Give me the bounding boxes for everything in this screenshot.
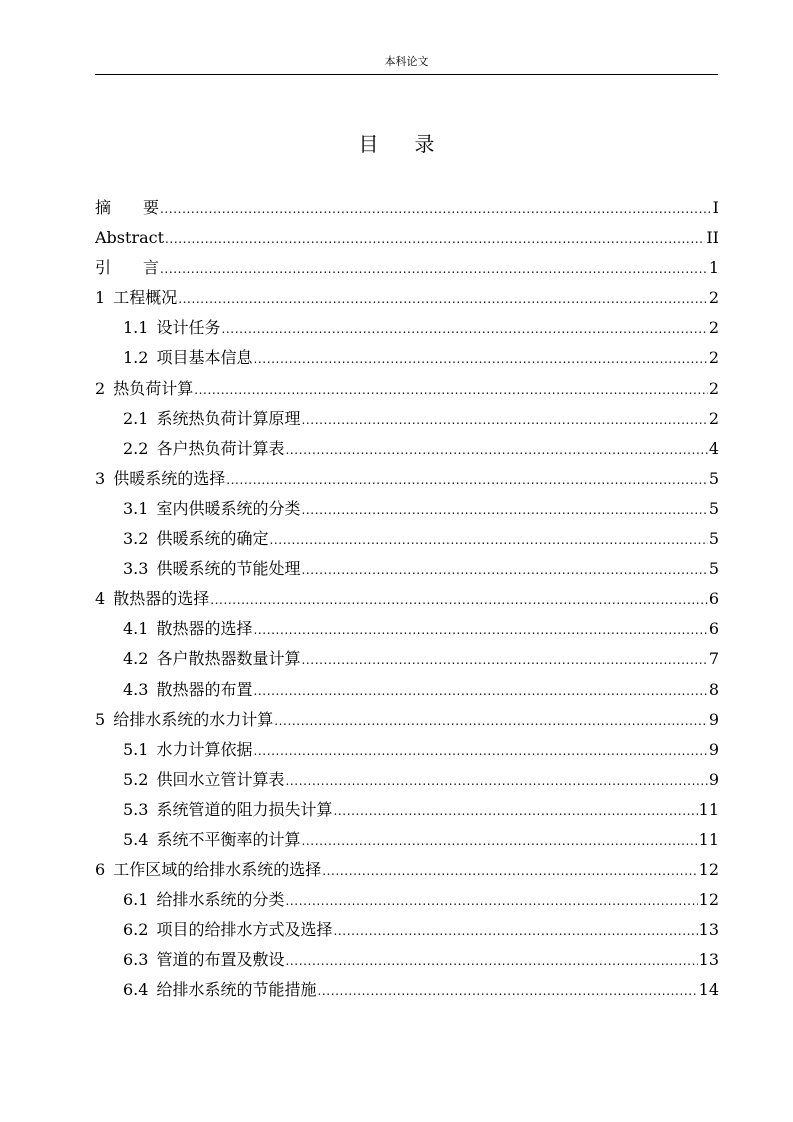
- toc-entry-number: 4.2: [123, 649, 149, 669]
- toc-entry-label: 供暖系统的选择: [113, 468, 226, 488]
- toc-entry-label: 室内供暖系统的分类: [156, 498, 301, 518]
- toc-entry-page: 9: [708, 769, 719, 789]
- toc-entry-page: 12: [698, 890, 719, 910]
- toc-leader-dots: [253, 347, 707, 371]
- toc-entry[interactable]: [95, 738, 719, 768]
- toc-entry-label: 散热器的选择: [156, 619, 253, 639]
- toc-leader-dots: [317, 979, 697, 1003]
- toc-title-left: 目: [358, 132, 379, 156]
- toc-entry[interactable]: [95, 768, 719, 798]
- toc-leader-dots: [253, 679, 707, 703]
- toc-leader-dots: [274, 709, 708, 733]
- toc-entry-page: 4: [708, 438, 719, 458]
- toc-entry-label: 摘 要: [95, 198, 160, 217]
- toc-entry-label: 给排水系统的水力计算: [113, 709, 274, 729]
- toc-entry-label: 热负荷计算: [113, 378, 194, 398]
- toc-entry-label: 设计任务: [156, 318, 221, 338]
- toc-entry-label: 给排水系统的节能措施: [156, 980, 317, 1000]
- toc-leader-dots: [210, 588, 708, 612]
- toc-entry-label: 给排水系统的分类: [156, 890, 285, 910]
- toc-entry-page: 5: [708, 529, 719, 549]
- toc-entry-label: 水力计算依据: [156, 739, 253, 759]
- toc-entry-label: 各户散热器数量计算: [156, 649, 301, 669]
- toc-entry-page: 5: [708, 468, 719, 488]
- toc-leader-dots: [285, 438, 707, 462]
- toc-entry[interactable]: [95, 286, 719, 316]
- toc-entry-page: 11: [698, 829, 719, 849]
- toc-entry-number: 5.4: [123, 829, 149, 849]
- toc-entry[interactable]: [95, 798, 719, 828]
- toc-entry[interactable]: [95, 948, 719, 978]
- toc-leader-dots: [160, 257, 708, 281]
- toc-entry-label: 供回水立管计算表: [156, 769, 285, 789]
- toc-entry-number: 6: [95, 860, 106, 880]
- toc-entry[interactable]: [95, 858, 719, 888]
- toc-leader-dots: [221, 317, 707, 341]
- toc-entry[interactable]: [95, 527, 719, 557]
- toc-leader-dots: [253, 739, 707, 763]
- toc-leader-dots: [285, 889, 697, 913]
- toc-entry-label: 项目基本信息: [156, 348, 253, 368]
- toc-entry-number: 6.1: [123, 890, 149, 910]
- toc-entry-number: 3: [95, 468, 106, 488]
- toc-entry-label: 各户热负荷计算表: [156, 438, 285, 458]
- toc-entry-number: 1: [95, 288, 106, 308]
- toc-entry-page: 5: [708, 559, 719, 579]
- toc-leader-dots: [301, 829, 697, 853]
- toc-entry-number: 6.4: [123, 980, 149, 1000]
- toc-entry[interactable]: [95, 437, 719, 467]
- toc-entry-number: 4: [95, 589, 106, 609]
- toc-entry-page: 14: [698, 980, 719, 1000]
- toc-entry-page: 12: [698, 860, 719, 880]
- toc-entry-number: 2.1: [123, 408, 149, 428]
- toc-entry-number: 2: [95, 378, 106, 398]
- toc-entry-label: 引 言: [95, 258, 160, 278]
- toc-entry[interactable]: [95, 497, 719, 527]
- toc-entry-label: 供暖系统的确定: [156, 529, 269, 549]
- toc-entry-number: 2.2: [123, 438, 149, 458]
- toc-entry[interactable]: [95, 467, 719, 497]
- toc-entry-page: II: [706, 228, 719, 248]
- toc-entry-page: 2: [708, 318, 719, 338]
- page-header-text: 本科论文: [384, 55, 429, 68]
- toc-entry-page: 2: [708, 408, 719, 428]
- toc-entry-page: 5: [708, 498, 719, 518]
- toc-entry[interactable]: [95, 978, 719, 1008]
- toc-entry[interactable]: [95, 196, 719, 226]
- toc-entry[interactable]: [95, 377, 719, 407]
- toc-entry-label: 系统管道的阻力损失计算: [156, 799, 333, 819]
- toc-leader-dots: [333, 919, 697, 943]
- toc-entry-label: 散热器的选择: [113, 589, 210, 609]
- toc-entry-page: 1: [708, 258, 719, 278]
- toc-entry-page: 6: [708, 619, 719, 639]
- toc-list: [95, 196, 719, 1009]
- toc-entry-label: 工作区域的给排水系统的选择: [113, 860, 322, 880]
- toc-leader-dots: [226, 468, 708, 492]
- toc-leader-dots: [253, 618, 707, 642]
- toc-leader-dots: [160, 197, 712, 221]
- toc-leader-dots: [301, 408, 707, 432]
- toc-entry-label: Abstract: [95, 228, 165, 248]
- toc-entry[interactable]: [95, 828, 719, 858]
- toc-leader-dots: [301, 498, 707, 522]
- toc-entry-number: 3.2: [123, 529, 149, 549]
- toc-entry[interactable]: [95, 226, 719, 256]
- toc-entry-page: 9: [708, 709, 719, 729]
- toc-entry[interactable]: [95, 587, 719, 617]
- toc-leader-dots: [165, 227, 705, 251]
- toc-leader-dots: [301, 648, 707, 672]
- toc-entry-page: 6: [708, 589, 719, 609]
- toc-entry[interactable]: [95, 918, 719, 948]
- toc-entry-label: 管道的布置及敷设: [156, 950, 285, 970]
- toc-leader-dots: [301, 558, 707, 582]
- toc-entry[interactable]: [95, 316, 719, 346]
- toc-entry-page: 2: [708, 288, 719, 308]
- toc-entry-label: 工程概况: [113, 288, 178, 308]
- toc-entry-label: 供暖系统的节能处理: [156, 559, 301, 579]
- toc-entry-label: 散热器的布置: [156, 679, 253, 699]
- toc-entry[interactable]: [95, 888, 719, 918]
- toc-entry-page: 9: [708, 739, 719, 759]
- toc-entry-number: 4.1: [123, 619, 149, 639]
- toc-entry[interactable]: [95, 617, 719, 647]
- toc-entry-number: 6.2: [123, 920, 149, 940]
- toc-entry[interactable]: [95, 678, 719, 708]
- toc-entry[interactable]: [95, 708, 719, 738]
- toc-entry-number: 1.2: [123, 348, 149, 368]
- toc-entry[interactable]: [95, 557, 719, 587]
- toc-entry-page: I: [712, 198, 719, 217]
- toc-leader-dots: [333, 799, 697, 823]
- toc-entry-number: 6.3: [123, 950, 149, 970]
- toc-entry-number: 4.3: [123, 679, 149, 699]
- toc-entry[interactable]: [95, 256, 719, 286]
- toc-entry-label: 系统热负荷计算原理: [156, 408, 301, 428]
- toc-entry-number: 5.3: [123, 799, 149, 819]
- toc-leader-dots: [285, 949, 697, 973]
- toc-leader-dots: [178, 287, 708, 311]
- toc-title-right: 录: [414, 132, 435, 156]
- toc-entry-number: 5.2: [123, 769, 149, 789]
- toc-entry-number: 5.1: [123, 739, 149, 759]
- toc-entry-number: 3.3: [123, 559, 149, 579]
- toc-entry-label: 系统不平衡率的计算: [156, 829, 301, 849]
- toc-entry-number: 3.1: [123, 498, 149, 518]
- toc-leader-dots: [285, 769, 707, 793]
- toc-leader-dots: [194, 378, 708, 402]
- toc-entry-page: 8: [708, 679, 719, 699]
- toc-leader-dots: [269, 528, 707, 552]
- toc-leader-dots: [322, 859, 697, 883]
- toc-entry-page: 13: [698, 920, 719, 940]
- toc-entry-page: 11: [698, 799, 719, 819]
- toc-entry-number: 5: [95, 709, 106, 729]
- toc-entry-page: 2: [708, 378, 719, 398]
- toc-entry-label: 项目的给排水方式及选择: [156, 920, 333, 940]
- toc-entry-page: 7: [708, 649, 719, 669]
- toc-title: [0, 131, 793, 157]
- toc-entry-page: 2: [708, 348, 719, 368]
- toc-entry[interactable]: [95, 346, 719, 376]
- page-header: [95, 56, 718, 75]
- toc-entry-page: 13: [698, 950, 719, 970]
- toc-entry[interactable]: [95, 407, 719, 437]
- toc-entry-number: 1.1: [123, 318, 149, 338]
- toc-entry[interactable]: [95, 647, 719, 677]
